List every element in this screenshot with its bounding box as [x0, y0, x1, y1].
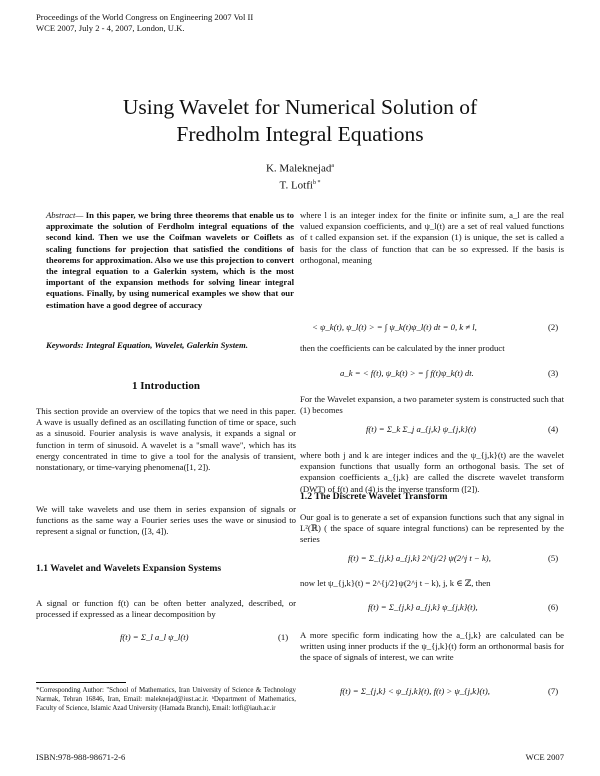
keywords: Keywords: Integral Equation, Wavelet, Galerkin System. [46, 340, 248, 350]
paper-title [0, 94, 600, 148]
title-line-1: Using Wavelet for Numerical Solution of [122, 95, 478, 119]
author-2: T. Lotfi [279, 179, 313, 192]
equation-1: f(t) = Σ_l a_l ψ_l(t) [120, 632, 189, 642]
right-paragraph-4: where both j and k are integer indices and the ψ_{j,k}(t) are the wavelet expansion functions that usually form an orthogonal basis. The set of expansion coefficients a_{j,k} are called the discrete wavelet transform (DWT) of f(t) and (4) is the inverse transform ([2]). [300, 450, 564, 494]
equation-3: a_k = < f(t), ψ_k(t) > = ∫ f(t)ψ_k(t) dt. [340, 368, 474, 378]
subsection-1-1-paragraph: A signal or function f(t) can be often better analyzed, described, or processed if expressed as a linear decomposition by [36, 598, 296, 620]
header-line-2: WCE 2007, July 2 - 4, 2007, London, U.K. [36, 23, 185, 33]
right-paragraph-3: For the Wavelet expansion, a two parameter system is constructed such that (1) becomes [300, 394, 564, 416]
right-paragraph-2: then the coefficients can be calculated by the inner product [300, 343, 505, 353]
author-2-mark: b * [312, 179, 321, 186]
section-introduction-title: 1 Introduction [132, 380, 200, 392]
subsection-1-1-title: 1.1 Wavelet and Wavelets Expansion Systems [36, 563, 222, 574]
equation-4-number: (4) [548, 424, 559, 434]
right-paragraph-1: where l is an integer index for the finite or infinite sum, a_l are the real valued expansion coefficients, and ψ_l(t) are a set of real valued functions of t called expansion set. if the expansion (1) is unique, the set is called a basis for the class of function that can be so expressed. If the basis is orthogonal, meaning [300, 210, 564, 265]
header-line-1: Proceedings of the World Congress on Engineering 2007 Vol II [36, 12, 254, 22]
abstract [46, 210, 294, 311]
equation-3-number: (3) [548, 368, 559, 378]
equation-2-number: (2) [548, 322, 559, 332]
intro-paragraph-2: We will take wavelets and use them in series expansion of signals or functions as the same way a Fourier series uses the wave or sinusiod to represent a signal or function, ([3, 4]). [36, 504, 296, 537]
equation-7: f(t) = Σ_{j,k} < ψ_{j,k}(t), f(t) > ψ_{j,k}(t), [340, 686, 490, 696]
footer-isbn: ISBN:978-988-98671-2-6 [36, 752, 126, 762]
subsection-1-2-paragraph-1: Our goal is to generate a set of expansion functions such that any signal in L²(ℝ) ( the space of square integral functions) can be represented by the series [300, 512, 564, 545]
footnote-rule [36, 682, 126, 683]
subsection-1-2-paragraph-3: A more specific form indicating how the a_{j,k} are calculated can be written using inner products if the ψ_{j,k}(t) form an orthonormal basis for the space of signals of interest, we can write [300, 630, 564, 663]
abstract-label: Abstract— [46, 210, 84, 220]
intro-paragraph-1: This section provide an overview of the topics that we need in this paper. A wave is usually defined as an oscillating function of time or space, such as a sinusoid. Fourier analysis is wave analysis, it expands a signal or function in term of sinusoid. A wavelet is a "small wave", which has its energy concentrated in time to give a tool for the analysis of transient, nonstationary, or time-varying phenomena([1, 2]). [36, 406, 296, 473]
footer-conference: WCE 2007 [525, 752, 564, 762]
equation-1-number: (1) [278, 632, 289, 642]
equation-4: f(t) = Σ_k Σ_j a_{j,k} ψ_{j,k}(t) [366, 424, 477, 434]
abstract-text: In this paper, we bring three theorems that enable us to approximate the solution of Ferdholm integral equations of the second kind. Then we use the Coifman wavelets or Coiflets as scaling functions for projection that satisfied the conditions of theorems for approximation. Also we use this projection to convert the integral equation to a Galerkin system, which is the most important of the expansion methods for solving linear integral equations. Finally, by using numerical examples we show that our estimation have a good degree of accuracy [46, 210, 294, 310]
equation-7-number: (7) [548, 686, 559, 696]
author-1-mark: a [331, 163, 335, 169]
proceedings-header [36, 12, 253, 34]
equation-6-number: (6) [548, 602, 559, 612]
author-1: K. Maleknejad [265, 162, 332, 175]
footnote: *Corresponding Author: "School of Mathematics, Iran University of Science & Technology Narmak, Tehran 16846, Iran, Email: maleknejad@iust.ac.ir. ᵇDepartment of Mathematics, Faculty of Science, Islamic Azad University (Hamada Branch), Email: lotfi@iauh.ac.ir [36, 687, 296, 712]
equation-5: f(t) = Σ_{j,k} a_{j,k} 2^{j/2} ψ(2^j t − k), [348, 553, 491, 563]
equation-5-number: (5) [548, 553, 559, 563]
authors [0, 159, 600, 192]
title-line-2: Fredholm Integral Equations [176, 122, 424, 146]
subsection-1-2-title: 1.2 The Discrete Wavelet Transform [300, 491, 448, 502]
subsection-1-2-paragraph-2: now let ψ_{j,k}(t) = 2^{j/2}ψ(2^j t − k), j, k ∈ ℤ, then [300, 578, 491, 588]
equation-2: < ψ_k(t), ψ_l(t) > = ∫ ψ_k(t)ψ_l(t) dt = 0, k ≠ l, [312, 322, 477, 332]
equation-6: f(t) = Σ_{j,k} a_{j,k} ψ_{j,k}(t), [368, 602, 478, 612]
